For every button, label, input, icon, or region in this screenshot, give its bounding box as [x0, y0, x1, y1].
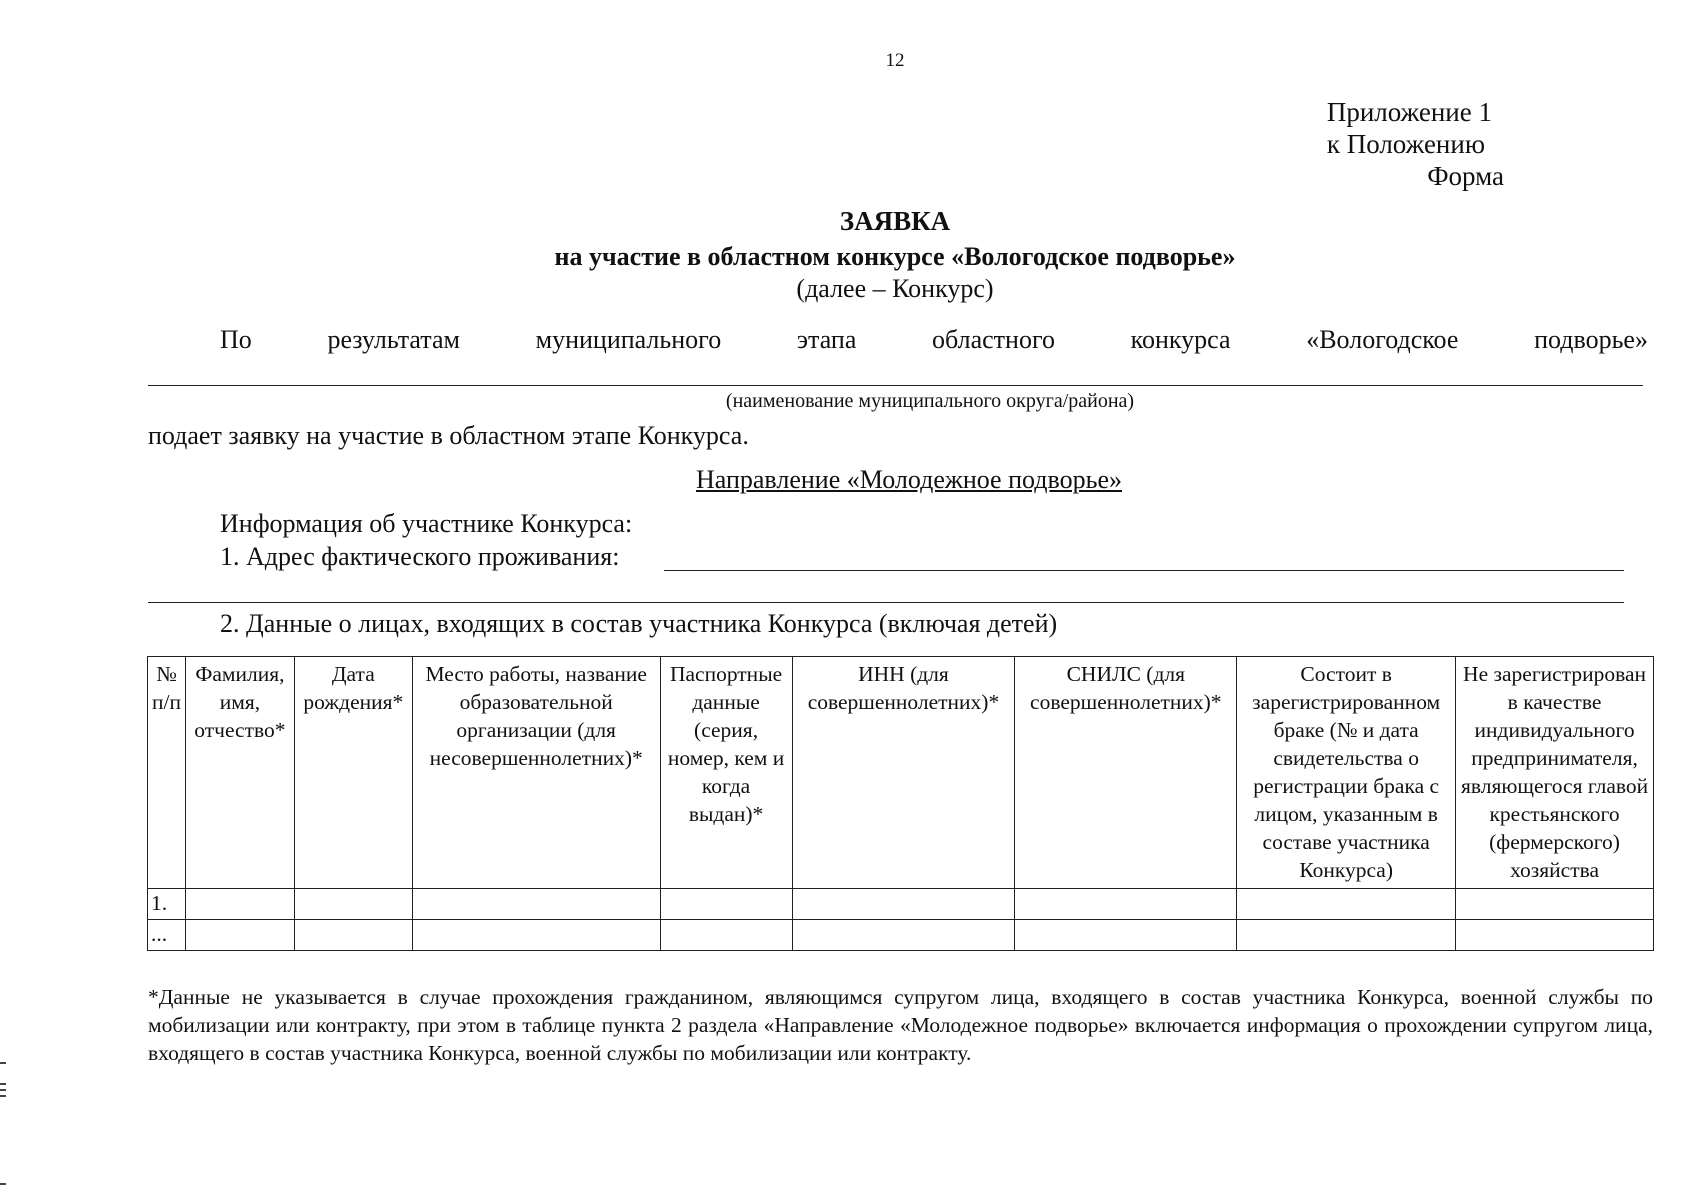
- municipality-input-line[interactable]: [148, 385, 1643, 386]
- table-cell[interactable]: [660, 920, 792, 951]
- document-title: ЗАЯВКА: [839, 206, 951, 236]
- participants-table: [147, 656, 1654, 951]
- header-number: № п/п: [148, 657, 186, 889]
- page-number: 12: [885, 50, 905, 71]
- table-row: [148, 889, 1654, 920]
- address-input-line-2[interactable]: [148, 602, 1624, 603]
- footnote: *Данные не указывается в случае прохождения гражданином, являющимся супругом лица, входящего в состав участника Конкурса, военной службы по мобилизации или контракту, при этом в таблице пункта 2 раздела «Направление «Молодежное подворье» включается информация о прохождении супругом лица, входящего в состав участника Конкурса, военной службы по мобилизации или контракту.: [148, 985, 1653, 1065]
- table-cell[interactable]: [1237, 889, 1456, 920]
- intro-word: муниципального: [535, 325, 722, 354]
- header-marriage: Состоит в зарегистрированном браке (№ и дата свидетельства о регистрации брака с лицом, указанным в составе участника Конкурса): [1237, 657, 1456, 889]
- table-cell[interactable]: [294, 889, 412, 920]
- intro-word: конкурса: [1130, 325, 1231, 354]
- document-subtitle: на участие в областном конкурсе «Вологодское подворье»: [554, 242, 1236, 271]
- margin-mark: [0, 1062, 6, 1064]
- table-cell[interactable]: [1456, 889, 1654, 920]
- address-label: 1. Адрес фактического проживания:: [220, 542, 620, 571]
- table-cell[interactable]: [792, 920, 1015, 951]
- row-number: ...: [148, 920, 186, 951]
- intro-word: результатам: [327, 325, 460, 354]
- margin-mark: [0, 1183, 6, 1185]
- table-cell[interactable]: [660, 889, 792, 920]
- section-2-heading: 2. Данные о лицах, входящих в состав участника Конкурса (включая детей): [220, 609, 1058, 638]
- intro-word: «Вологодское: [1306, 325, 1459, 354]
- header-snils: СНИЛС (для совершеннолетних)*: [1015, 657, 1237, 889]
- header-workplace: Место работы, название образовательной организации (для несовершеннолетних)*: [412, 657, 660, 889]
- intro-line: [220, 325, 1648, 355]
- intro-word: подворье»: [1534, 325, 1648, 354]
- margin-mark: [0, 1089, 6, 1091]
- table-cell[interactable]: [1237, 920, 1456, 951]
- intro-word: По: [220, 325, 252, 354]
- document-title-note: (далее – Конкурс): [796, 274, 994, 303]
- table-cell[interactable]: [1456, 920, 1654, 951]
- table-cell[interactable]: [185, 920, 294, 951]
- direction-heading: Направление «Молодежное подворье»: [696, 465, 1122, 494]
- intro-word: областного: [932, 325, 1055, 354]
- submits-text: подает заявку на участие в областном этапе Конкурса.: [148, 421, 749, 450]
- municipality-caption: (наименование муниципального округа/района): [725, 390, 1135, 412]
- appendix-line-1: Приложение 1: [1326, 97, 1492, 127]
- header-birth-date: Дата рождения*: [294, 657, 412, 889]
- table-cell[interactable]: [1015, 889, 1237, 920]
- form-label: Форма: [1427, 161, 1504, 191]
- header-full-name: Фамилия, имя, отчество*: [185, 657, 294, 889]
- address-input-line[interactable]: [664, 570, 1624, 571]
- table-cell[interactable]: [1015, 920, 1237, 951]
- table-cell[interactable]: [294, 920, 412, 951]
- participant-info-heading: Информация об участнике Конкурса:: [220, 509, 633, 538]
- header-passport: Паспортные данные (серия, номер, кем и когда выдан)*: [660, 657, 792, 889]
- margin-mark: [0, 1095, 6, 1097]
- row-number: 1.: [148, 889, 186, 920]
- appendix-line-2: к Положению: [1326, 129, 1485, 159]
- header-entrepreneur: Не зарегистрирован в качестве индивидуального предпринимателя, являющегося главой крестьянского (фермерского) хозяйства: [1456, 657, 1654, 889]
- table-cell[interactable]: [792, 889, 1015, 920]
- intro-word: этапа: [796, 325, 857, 354]
- table-cell[interactable]: [412, 889, 660, 920]
- margin-mark: [0, 1083, 6, 1085]
- appendix-block: [1326, 96, 1504, 192]
- table-header-row: [148, 657, 1654, 889]
- table-cell[interactable]: [185, 889, 294, 920]
- table-row: [148, 920, 1654, 951]
- table-cell[interactable]: [412, 920, 660, 951]
- header-inn: ИНН (для совершеннолетних)*: [792, 657, 1015, 889]
